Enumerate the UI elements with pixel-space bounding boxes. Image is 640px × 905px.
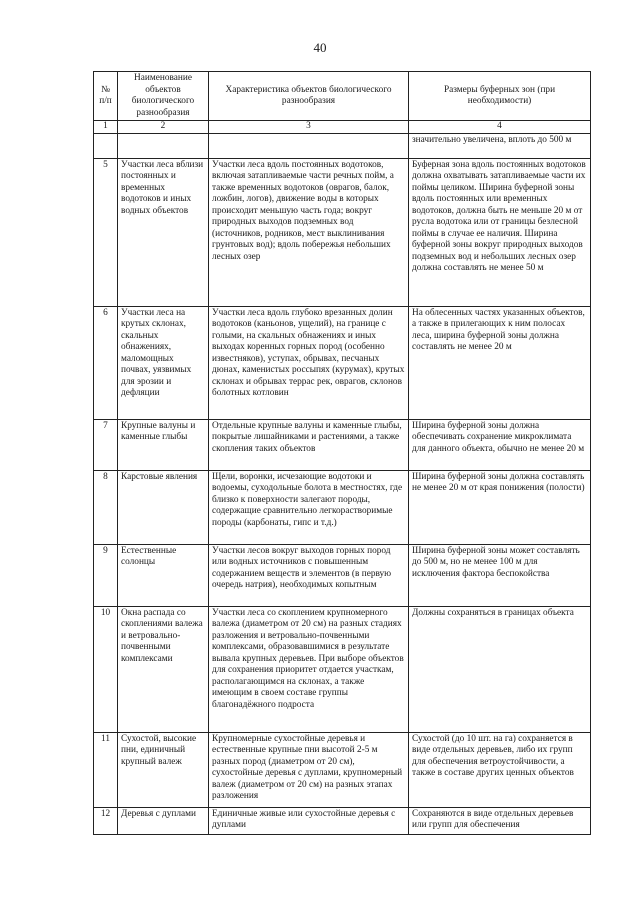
row-characteristic: Участки леса со скоплением крупномерного валежа (диаметром от 20 см) на разных стадиях разложения и ветровально-почвенными комплексами, образовавшимися в результате вывала крупных деревьев. При выборе объектов для сохранения приоритет отдается участкам, располагающимся на склонах, а также имеющим в своем составе группы благонадёжного подроста [209,606,409,732]
table-row [94,158,591,306]
row-num: 5 [94,158,118,306]
row-num: 12 [94,807,118,834]
row-name: Участки леса на крутых склонах, скальных обнажениях, маломощных почвах, уязвимых для эрозии и дефляции [118,306,209,419]
row-characteristic: Участки лесов вокруг выходов горных пород или водных источников с повышенным содержанием веществ и элементов (в первую очередь натрия), необходимых копытным [209,544,409,606]
table-row [94,732,591,807]
header-name: Наименование объектов биологического разнообразия [118,72,209,121]
row-characteristic: Единичные живые или сухостойные деревья с дуплами [209,807,409,834]
row-num: 11 [94,732,118,807]
row-buffer: Ширина буферной зоны должна обеспечивать сохранение микроклимата для данного объекта, обычно не менее 20 м [409,419,591,470]
row-buffer: Сохраняются в виде отдельных деревьев или групп для обеспечения [409,807,591,834]
table-row [94,306,591,419]
column-number: 4 [409,121,591,134]
header-num: № п/п [94,72,118,121]
row-name: Окна распада со скоплениями валежа и ветровально-почвенными комплексами [118,606,209,732]
row-name: Крупные валуны и каменные глыбы [118,419,209,470]
row-characteristic: Крупномерные сухостойные деревья и естественные крупные пни высотой 2-5 м разных пород (диаметром от 20 см), сухостойные деревья с дуплами, крупномерный валеж (диаметром от 20 см) на разных этапах разложения [209,732,409,807]
table-row [94,419,591,470]
row-num: 9 [94,544,118,606]
header-buffer: Размеры буферных зон (при необходимости) [409,72,591,121]
row-buffer: Буферная зона вдоль постоянных водотоков должна охватывать затапливаемые части их поймы целиком. Ширина буферной зоны вдоль постоянных или временных водотоков, должна быть не меньше 20 м от русла водотока или от границы безлесной поймы в случае ее наличия. Ширина буферной зоны вокруг природных выходов подземных вод и небольших лесных озер должна составлять не менее 50 м [409,158,591,306]
row-buffer: Сухостой (до 10 шт. на га) сохраняется в виде отдельных деревьев, либо их групп для обеспечения ветроустойчивости, а также в составе других ценных объектов [409,732,591,807]
row-num: 8 [94,470,118,544]
row-name: Карстовые явления [118,470,209,544]
row-characteristic: Отдельные крупные валуны и каменные глыбы, покрытые лишайниками и растениями, а также скопления таких объектов [209,419,409,470]
table-header-row [94,72,591,121]
table-row [94,470,591,544]
row-name: Участки леса вблизи постоянных и временных водотоков и иных водных объектов [118,158,209,306]
row-characteristic: Щели, воронки, исчезающие водотоки и водоемы, суходольные болота в местностях, где близко к поверхности залегают породы, содержащие сравнительно легкорастворимые породы (карбонаты, гипс и т.д.) [209,470,409,544]
table-row [94,606,591,732]
row-name [118,133,209,158]
row-num: 10 [94,606,118,732]
row-characteristic [209,133,409,158]
row-num: 6 [94,306,118,419]
row-buffer: Должны сохраняться в границах объекта [409,606,591,732]
table-row-continuation [94,133,591,158]
row-buffer: На облесенных частях указанных объектов, а также в прилегающих к ним полосах леса, ширина буферной зоны должна составлять не менее 20 м [409,306,591,419]
row-num: 7 [94,419,118,470]
row-name: Естественные солонцы [118,544,209,606]
row-buffer: Ширина буферной зоны может составлять до 500 м, но не менее 100 м для исключения фактора беспокойства [409,544,591,606]
table-row [94,544,591,606]
column-number: 1 [94,121,118,134]
row-num [94,133,118,158]
row-name: Деревья с дуплами [118,807,209,834]
page-number: 40 [313,40,327,55]
row-characteristic: Участки леса вдоль глубоко врезанных долин водотоков (каньонов, ущелий), на границе с голыми, на скальных обнажениях и иных выходах коренных горных пород (особенно известняков), уступах, обрывах, песчаных дюнах, каменистых россыпях (курумах), крутых склонах и обрывах террас рек, оврагов, склонов болотных котловин [209,306,409,419]
row-buffer: значительно увеличена, вплоть до 500 м [409,133,591,158]
row-buffer: Ширина буферной зоны должна составлять не менее 20 м от края понижения (полости) [409,470,591,544]
column-number: 3 [209,121,409,134]
column-number-row [94,121,591,134]
row-name: Сухостой, высокие пни, единичный крупный валеж [118,732,209,807]
table-row [94,807,591,834]
biodiversity-objects-table [93,71,591,835]
row-characteristic: Участки леса вдоль постоянных водотоков, включая затапливаемые части речных пойм, а также временных водотоков (оврагов, балок, ложбин, логов), движение воды в которых происходит меньшую часть года; вокруг природных выходов подземных вод (источников, родников, мест выклинивания грунтовых вод); вдоль побережья небольших лесных озер [209,158,409,306]
column-number: 2 [118,121,209,134]
header-characteristic: Характеристика объектов биологического разнообразия [209,72,409,121]
